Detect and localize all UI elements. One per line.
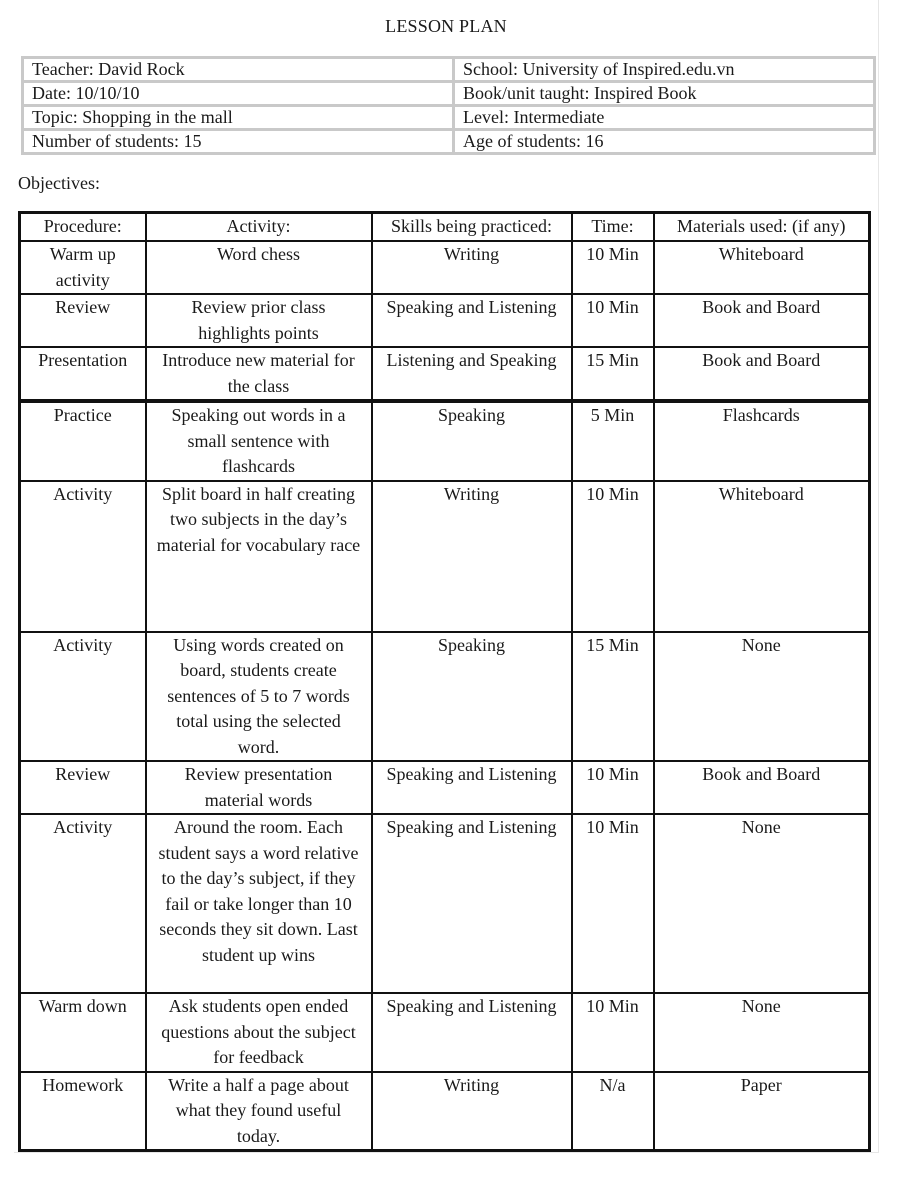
info-row [23, 58, 875, 82]
table-row [20, 294, 870, 347]
activity-cell: Split board in half creating two subjects in the day’s material for vocabulary race [146, 481, 372, 632]
lesson-info-table [21, 56, 876, 155]
table-row [20, 761, 870, 814]
time-cell: 10 Min [572, 241, 654, 294]
info-row [23, 106, 875, 130]
header-skills: Skills being practiced: [372, 213, 572, 242]
activity-cell: Speaking out words in a small sentence with flashcards [146, 401, 372, 481]
school-cell: School: University of Inspired.edu.vn [454, 58, 875, 82]
skills-cell: Writing [372, 241, 572, 294]
activity-cell: Using words created on board, students create sentences of 5 to 7 words total using the selected word. [146, 632, 372, 762]
materials-cell: None [654, 632, 870, 762]
time-cell: 10 Min [572, 294, 654, 347]
table-header-row [20, 213, 870, 242]
activity-cell: Word chess [146, 241, 372, 294]
teacher-cell: Teacher: David Rock [23, 58, 454, 82]
activity-cell: Review prior class highlights points [146, 294, 372, 347]
activity-cell: Introduce new material for the class [146, 347, 372, 401]
procedure-cell: Review [20, 294, 146, 347]
time-cell: 15 Min [572, 347, 654, 401]
page-title: LESSON PLAN [385, 16, 507, 36]
activity-cell: Write a half a page about what they found useful today. [146, 1072, 372, 1151]
table-row [20, 1072, 870, 1151]
header-activity: Activity: [146, 213, 372, 242]
procedure-cell: Practice [20, 401, 146, 481]
activity-cell: Review presentation material words [146, 761, 372, 814]
header-materials: Materials used: (if any) [654, 213, 870, 242]
students-cell: Number of students: 15 [23, 130, 454, 154]
skills-cell: Writing [372, 1072, 572, 1151]
info-row [23, 82, 875, 106]
skills-cell: Listening and Speaking [372, 347, 572, 401]
header-procedure: Procedure: [20, 213, 146, 242]
materials-cell: Whiteboard [654, 481, 870, 632]
table-row [20, 993, 870, 1072]
date-cell: Date: 10/10/10 [23, 82, 454, 106]
time-cell: 15 Min [572, 632, 654, 762]
procedure-cell: Activity [20, 632, 146, 762]
procedure-table [18, 211, 871, 1152]
time-cell: 10 Min [572, 481, 654, 632]
table-row [20, 632, 870, 762]
procedure-cell: Activity [20, 814, 146, 993]
table-row [20, 401, 870, 481]
materials-cell: Book and Board [654, 761, 870, 814]
procedure-cell: Warm up activity [20, 241, 146, 294]
skills-cell: Speaking and Listening [372, 993, 572, 1072]
topic-cell: Topic: Shopping in the mall [23, 106, 454, 130]
materials-cell: None [654, 814, 870, 993]
time-cell: N/a [572, 1072, 654, 1151]
book-cell: Book/unit taught: Inspired Book [454, 82, 875, 106]
procedure-cell: Warm down [20, 993, 146, 1072]
time-cell: 10 Min [572, 993, 654, 1072]
procedure-cell: Presentation [20, 347, 146, 401]
skills-cell: Speaking [372, 401, 572, 481]
header-time: Time: [572, 213, 654, 242]
procedure-cell: Review [20, 761, 146, 814]
skills-cell: Writing [372, 481, 572, 632]
age-cell: Age of students: 16 [454, 130, 875, 154]
skills-cell: Speaking and Listening [372, 814, 572, 993]
materials-cell: Book and Board [654, 294, 870, 347]
materials-cell: Flashcards [654, 401, 870, 481]
table-row [20, 481, 870, 632]
materials-cell: Book and Board [654, 347, 870, 401]
table-row [20, 814, 870, 993]
table-row [20, 347, 870, 401]
time-cell: 10 Min [572, 814, 654, 993]
time-cell: 10 Min [572, 761, 654, 814]
materials-cell: None [654, 993, 870, 1072]
table-row [20, 241, 870, 294]
skills-cell: Speaking and Listening [372, 761, 572, 814]
skills-cell: Speaking and Listening [372, 294, 572, 347]
objectives-label: Objectives: [18, 173, 100, 193]
procedure-cell: Homework [20, 1072, 146, 1151]
procedure-cell: Activity [20, 481, 146, 632]
materials-cell: Paper [654, 1072, 870, 1151]
materials-cell: Whiteboard [654, 241, 870, 294]
skills-cell: Speaking [372, 632, 572, 762]
activity-cell: Around the room. Each student says a word relative to the day’s subject, if they fail or take longer than 10 seconds they sit down. Last student up wins [146, 814, 372, 993]
info-row [23, 130, 875, 154]
time-cell: 5 Min [572, 401, 654, 481]
level-cell: Level: Intermediate [454, 106, 875, 130]
activity-cell: Ask students open ended questions about the subject for feedback [146, 993, 372, 1072]
